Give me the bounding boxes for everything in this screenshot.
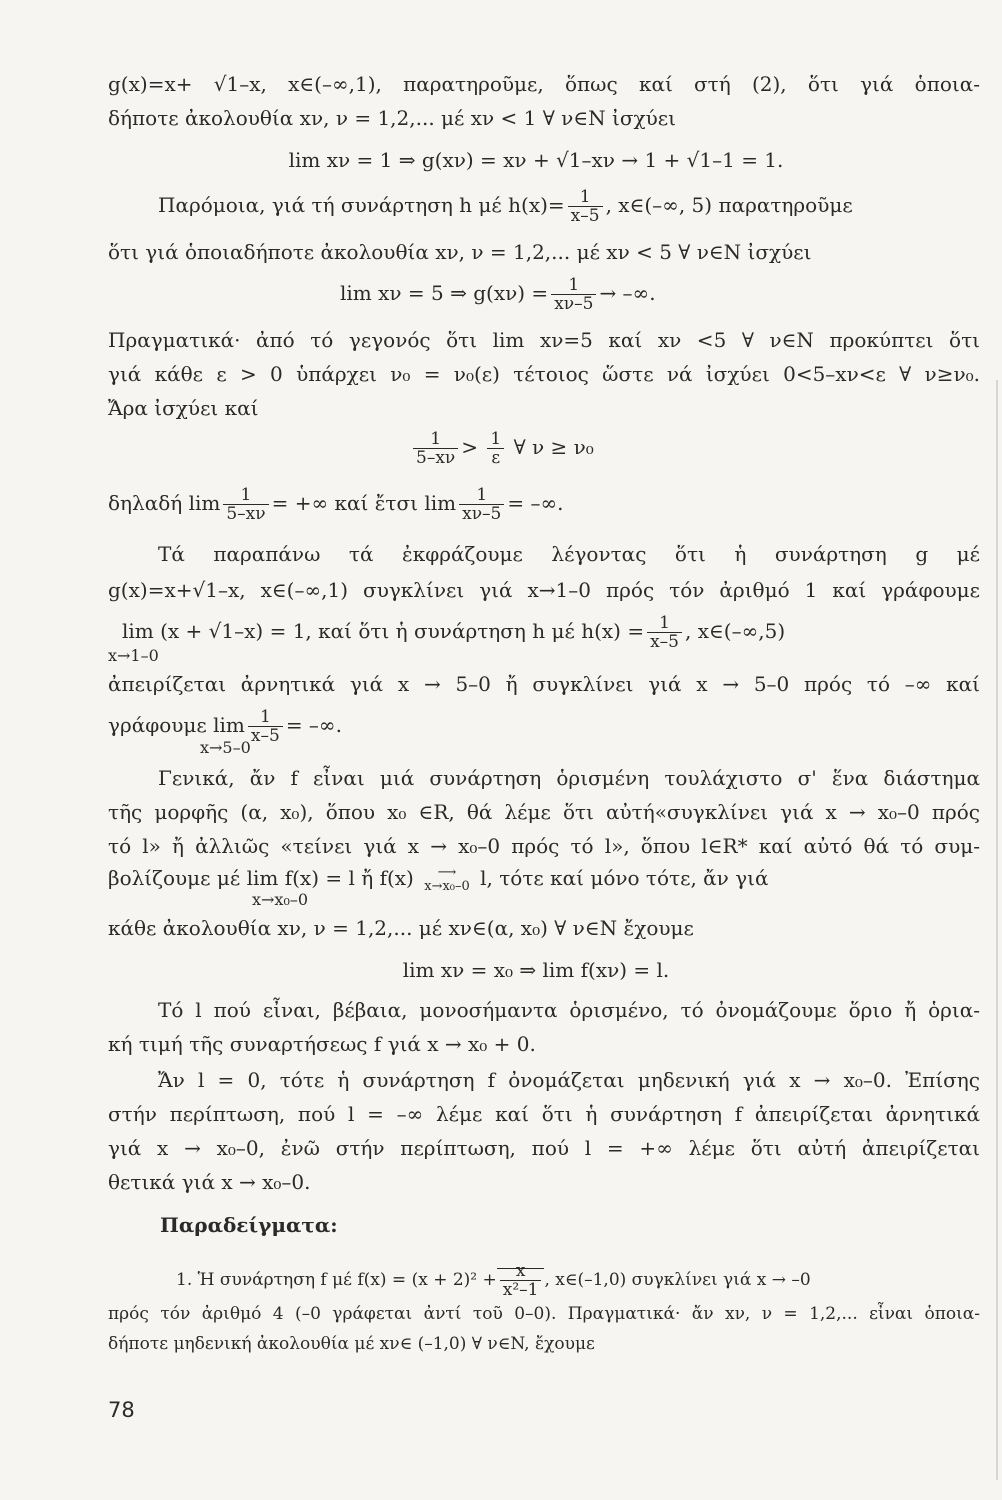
text-line-1: g(x)=x+ √1–x, x∈(–∞,1), παρατηροῦμε, ὅπως καί στή (2), ὅτι γιά ὁποια-	[108, 72, 980, 96]
text-line-27: τό l» ἤ ἀλλιῶς «τείνει γιά x → x₀–0 πρός τό l», ὅπου l∈R* καί αὐτό θά τό συμ-	[108, 834, 980, 858]
fraction-h: $\frac{1}{x-5}$	[568, 188, 603, 225]
text-line-38: θετικά γιά x → x₀–0.	[108, 1170, 311, 1194]
text-line-21: ἀπειρίζεται ἀρνητικά γιά x → 5–0 ἤ συγκλίνει γιά x → 5–0 πρός τό –∞ καί	[108, 672, 980, 696]
text-line-dilladi: δηλαδή lim $\frac{1}{5-x\nu}$ = +∞ καί ἔτσι lim $\frac{1}{x\nu-5}$ = –∞.	[108, 485, 564, 524]
example-1-line-3: δήποτε μηδενική ἀκολουθία μέ xν∈ (–1,0) ∀ ν∈N, ἔχουμε	[108, 1334, 595, 1354]
text-line-22: γράφουμε lim $\frac{1}{x-5}$ = –∞.	[108, 707, 342, 746]
text-line-33: Τό l πού εἶναι, βέβαια, μονοσήμαντα ὁρισμένο, τό ὀνομάζουμε ὅριο ἤ ὁρια-	[158, 998, 980, 1022]
section-heading: Παραδείγματα:	[160, 1213, 338, 1237]
text-line-8: Πραγματικά· ἀπό τό γεγονός ὅτι lim xν=5 καί xν <5 ∀ ν∈N προκύπτει ὅτι	[108, 328, 980, 352]
page-edge-shadow	[996, 380, 998, 1480]
text-line-h: Παρόμοια, γιά τή συνάρτηση h μέ h(x)= $\frac{1}{x-5}$ , x∈(–∞, 5) παρατηροῦμε	[158, 187, 853, 226]
text-line-5: ὅτι γιά ὁποιαδήποτε ἀκολουθία xν, ν = 1,2,... μέ xν < 5 ∀ ν∈N ἰσχύει	[108, 240, 812, 264]
text-line-34: κή τιμή τῆς συναρτήσεως f γιά x → x₀ + 0.	[108, 1032, 536, 1056]
lim-subscript-3: x→x₀–0	[252, 890, 309, 909]
equation-limit-g: lim xν = 1 ⇒ g(xν) = xν + √1–xν → 1 + √1–1 = 1.	[288, 148, 784, 172]
example-1-line-2: πρός τόν ἀριθμό 4 (–0 γράφεται ἀντί τοῦ 0–0). Πραγματικά· ἄν xν, ν = 1,2,... εἶναι ὁποια-	[108, 1304, 980, 1324]
text-line-37: γιά x → x₀–0, ἐνῶ στήν περίπτωση, πού l = +∞ λέμε ὅτι αὐτή ἀπειρίζεται	[108, 1136, 980, 1160]
equation-definition: lim xν = x₀ ⇒ lim f(xν) = l.	[402, 958, 670, 982]
lim-subscript-1: x→1–0	[108, 646, 159, 665]
text-line-17: g(x)=x+√1–x, x∈(–∞,1) συγκλίνει γιά x→1–0 πρός τόν ἀριθμό 1 καί γράφουμε	[108, 578, 980, 602]
text-line-9: γιά κάθε ε > 0 ὑπάρχει ν₀ = ν₀(ε) τέτοιος ὥστε νά ἰσχύει 0<5–xν<ε ∀ ν≥ν₀.	[108, 362, 980, 386]
text-line-16: Τά παραπάνω τά ἐκφράζουμε λέγοντας ὅτι ἡ συνάρτηση g μέ	[158, 542, 980, 566]
inequality-line: $\frac{1}{5-x\nu}$ > $\frac{1}{\varepsilon}$ ∀ ν ≥ ν₀	[410, 430, 810, 467]
text-line-2: δήποτε ἀκολουθία xν, ν = 1,2,... μέ xν < 1 ∀ ν∈N ἰσχύει	[108, 106, 676, 130]
equation-limit-h: lim xν = 5 ⇒ g(xν) = $\frac{1}{x\nu-5}$ → –∞.	[340, 275, 656, 314]
text-line-28: βολίζουμε μέ lim f(x) = l ἤ f(x) ⟶ x→x₀–0 l, τότε καί μόνο τότε, ἄν γιά	[108, 864, 769, 894]
example-1-line: 1. Ἡ συνάρτηση f μέ f(x) = (x + 2)² + $\frac{x}{\text{x²–1}}$ , x∈(–1,0) συγκλίνει γιά x → –0	[176, 1261, 811, 1300]
lim-subscript-2: x→5–0	[200, 738, 251, 757]
page-number: 78	[108, 1398, 135, 1422]
text-line-26: τῆς μορφῆς (α, x₀), ὅπου x₀ ∈R, θά λέμε ὅτι αὐτή«συγκλίνει γιά x → x₀–0 πρός	[108, 800, 980, 824]
text-line-18: lim (x + √1–x) = 1, καί ὅτι ἡ συνάρτηση h μέ h(x) = $\frac{1}{x-5}$ , x∈(–∞,5)	[122, 613, 786, 652]
text-line-10: Ἄρα ἰσχύει καί	[108, 396, 259, 420]
text-line-35: Ἄν l = 0, τότε ἡ συνάρτηση f ὀνομάζεται μηδενική γιά x → x₀–0. Ἐπίσης	[158, 1068, 980, 1092]
text-line-36: στήν περίπτωση, πού l = –∞ λέμε καί ὅτι ἡ συνάρτηση f ἀπειρίζεται ἀρνητικά	[108, 1102, 980, 1126]
text-line-25: Γενικά, ἄν f εἶναι μιά συνάρτηση ὁρισμένη τουλάχιστο σ' ἕνα διάστημα	[158, 766, 980, 790]
text-line-31: κάθε ἀκολουθία xν, ν = 1,2,... μέ xν∈(α, x₀) ∀ ν∈N ἔχουμε	[108, 916, 694, 940]
